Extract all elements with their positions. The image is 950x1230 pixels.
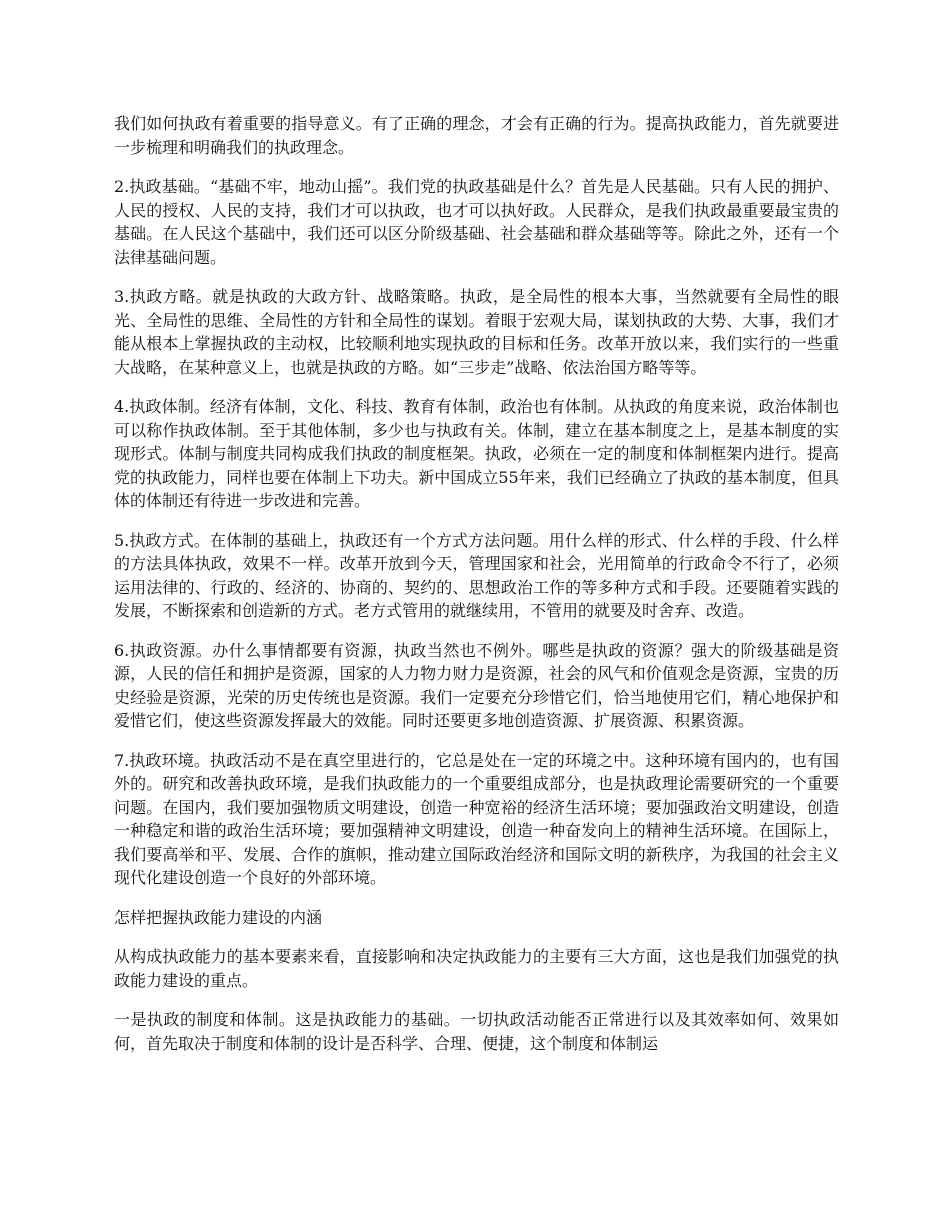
paragraph-governing-strategy: 3.执政方略。就是执政的大政方针、战略策略。执政，是全局性的根本大事，当然就要有全局性的眼光、全局性的思维、全局性的方针和全局性的谋划。着眼于宏观大局，谋划执政的大势、大事，我们才能从根本上掌握执政的主动权，比较顺利地实现执政的目标和任务。改革开放以来，我们实行的一些重大战略，在某种意义上，也就是执政的方略。如“三步走”战略、依法治国方略等等。 [114,287,839,377]
paragraph-intro-continued: 我们如何执政有着重要的指导意义。有了正确的理念，才会有正确的行为。提高执政能力，首先就要进一步梳理和明确我们的执政理念。 [114,114,839,157]
paragraph-governing-system: 4.执政体制。经济有体制，文化、科技、教育有体制，政治也有体制。从执政的角度来说，政治体制也可以称作执政体制。至于其他体制，多少也与执政有关。体制，建立在基本制度之上，是基本制度的实现形式。体制与制度共同构成我们执政的制度框架。执政，必须在一定的制度和体制框架内进行。提高党的执政能力，同样也要在体制上下功夫。新中国成立55年来，我们已经确立了执政的基本制度，但具体的体制还有待进一步改进和完善。 [114,397,839,510]
paragraph-governing-method: 5.执政方式。在体制的基础上，执政还有一个方式方法问题。用什么样的形式、什么样的手段、什么样的方法具体执政，效果不一样。改革开放到今天，管理国家和社会，光用简单的行政命令不行了，必须运用法律的、行政的、经济的、协商的、契约的、思想政治工作的等多种方式和手段。还要随着实践的发展，不断探索和创造新的方式。老方式管用的就继续用，不管用的就要及时舍弃、改造。 [114,530,839,620]
paragraph-capacity-overview: 从构成执政能力的基本要素来看，直接影响和决定执政能力的主要有三大方面，这也是我们加强党的执政能力建设的重点。 [114,947,839,990]
section-heading: 怎样把握执政能力建设的内涵 [114,907,323,927]
paragraph-system-and-institutions: 一是执政的制度和体制。这是执政能力的基础。一切执政活动能否正常进行以及其效率如何、效果如何，首先取决于制度和体制的设计是否科学、合理、便捷，这个制度和体制运 [114,1010,839,1053]
paragraph-governing-resources: 6.执政资源。办什么事情都要有资源，执政当然也不例外。哪些是执政的资源？强大的阶级基础是资源，人民的信任和拥护是资源，国家的人力物力财力是资源，社会的风气和价值观念是资源，宝贵的历史经验是资源，光荣的历史传统也是资源。我们一定要充分珍惜它们，恰当地使用它们，精心地保护和爱惜它们，使这些资源发挥最大的效能。同时还要更多地创造资源、扩展资源、积累资源。 [114,640,839,730]
document-body [114,112,839,1071]
paragraph-governing-foundation: 2.执政基础。“基础不牢，地动山摇”。我们党的执政基础是什么？首先是人民基础。只有人民的拥护、人民的授权、人民的支持，我们才可以执政，也才可以执好政。人民群众，是我们执政最重要最宝贵的基础。在人民这个基础中，我们还可以区分阶级基础、社会基础和群众基础等等。除此之外，还有一个法律基础问题。 [114,177,839,267]
paragraph-governing-environment: 7.执政环境。执政活动不是在真空里进行的，它总是处在一定的环境之中。这种环境有国内的，也有国外的。研究和改善执政环境，是我们执政能力的一个重要组成部分，也是执政理论需要研究的一个重要问题。在国内，我们要加强物质文明建设，创造一种宽裕的经济生活环境；要加强政治文明建设，创造一种稳定和谐的政治生活环境；要加强精神文明建设，创造一种奋发向上的精神生活环境。在国际上，我们要高举和平、发展、合作的旗帜，推动建立国际政治经济和国际文明的新秩序，为我国的社会主义现代化建设创造一个良好的外部环境。 [114,750,839,887]
